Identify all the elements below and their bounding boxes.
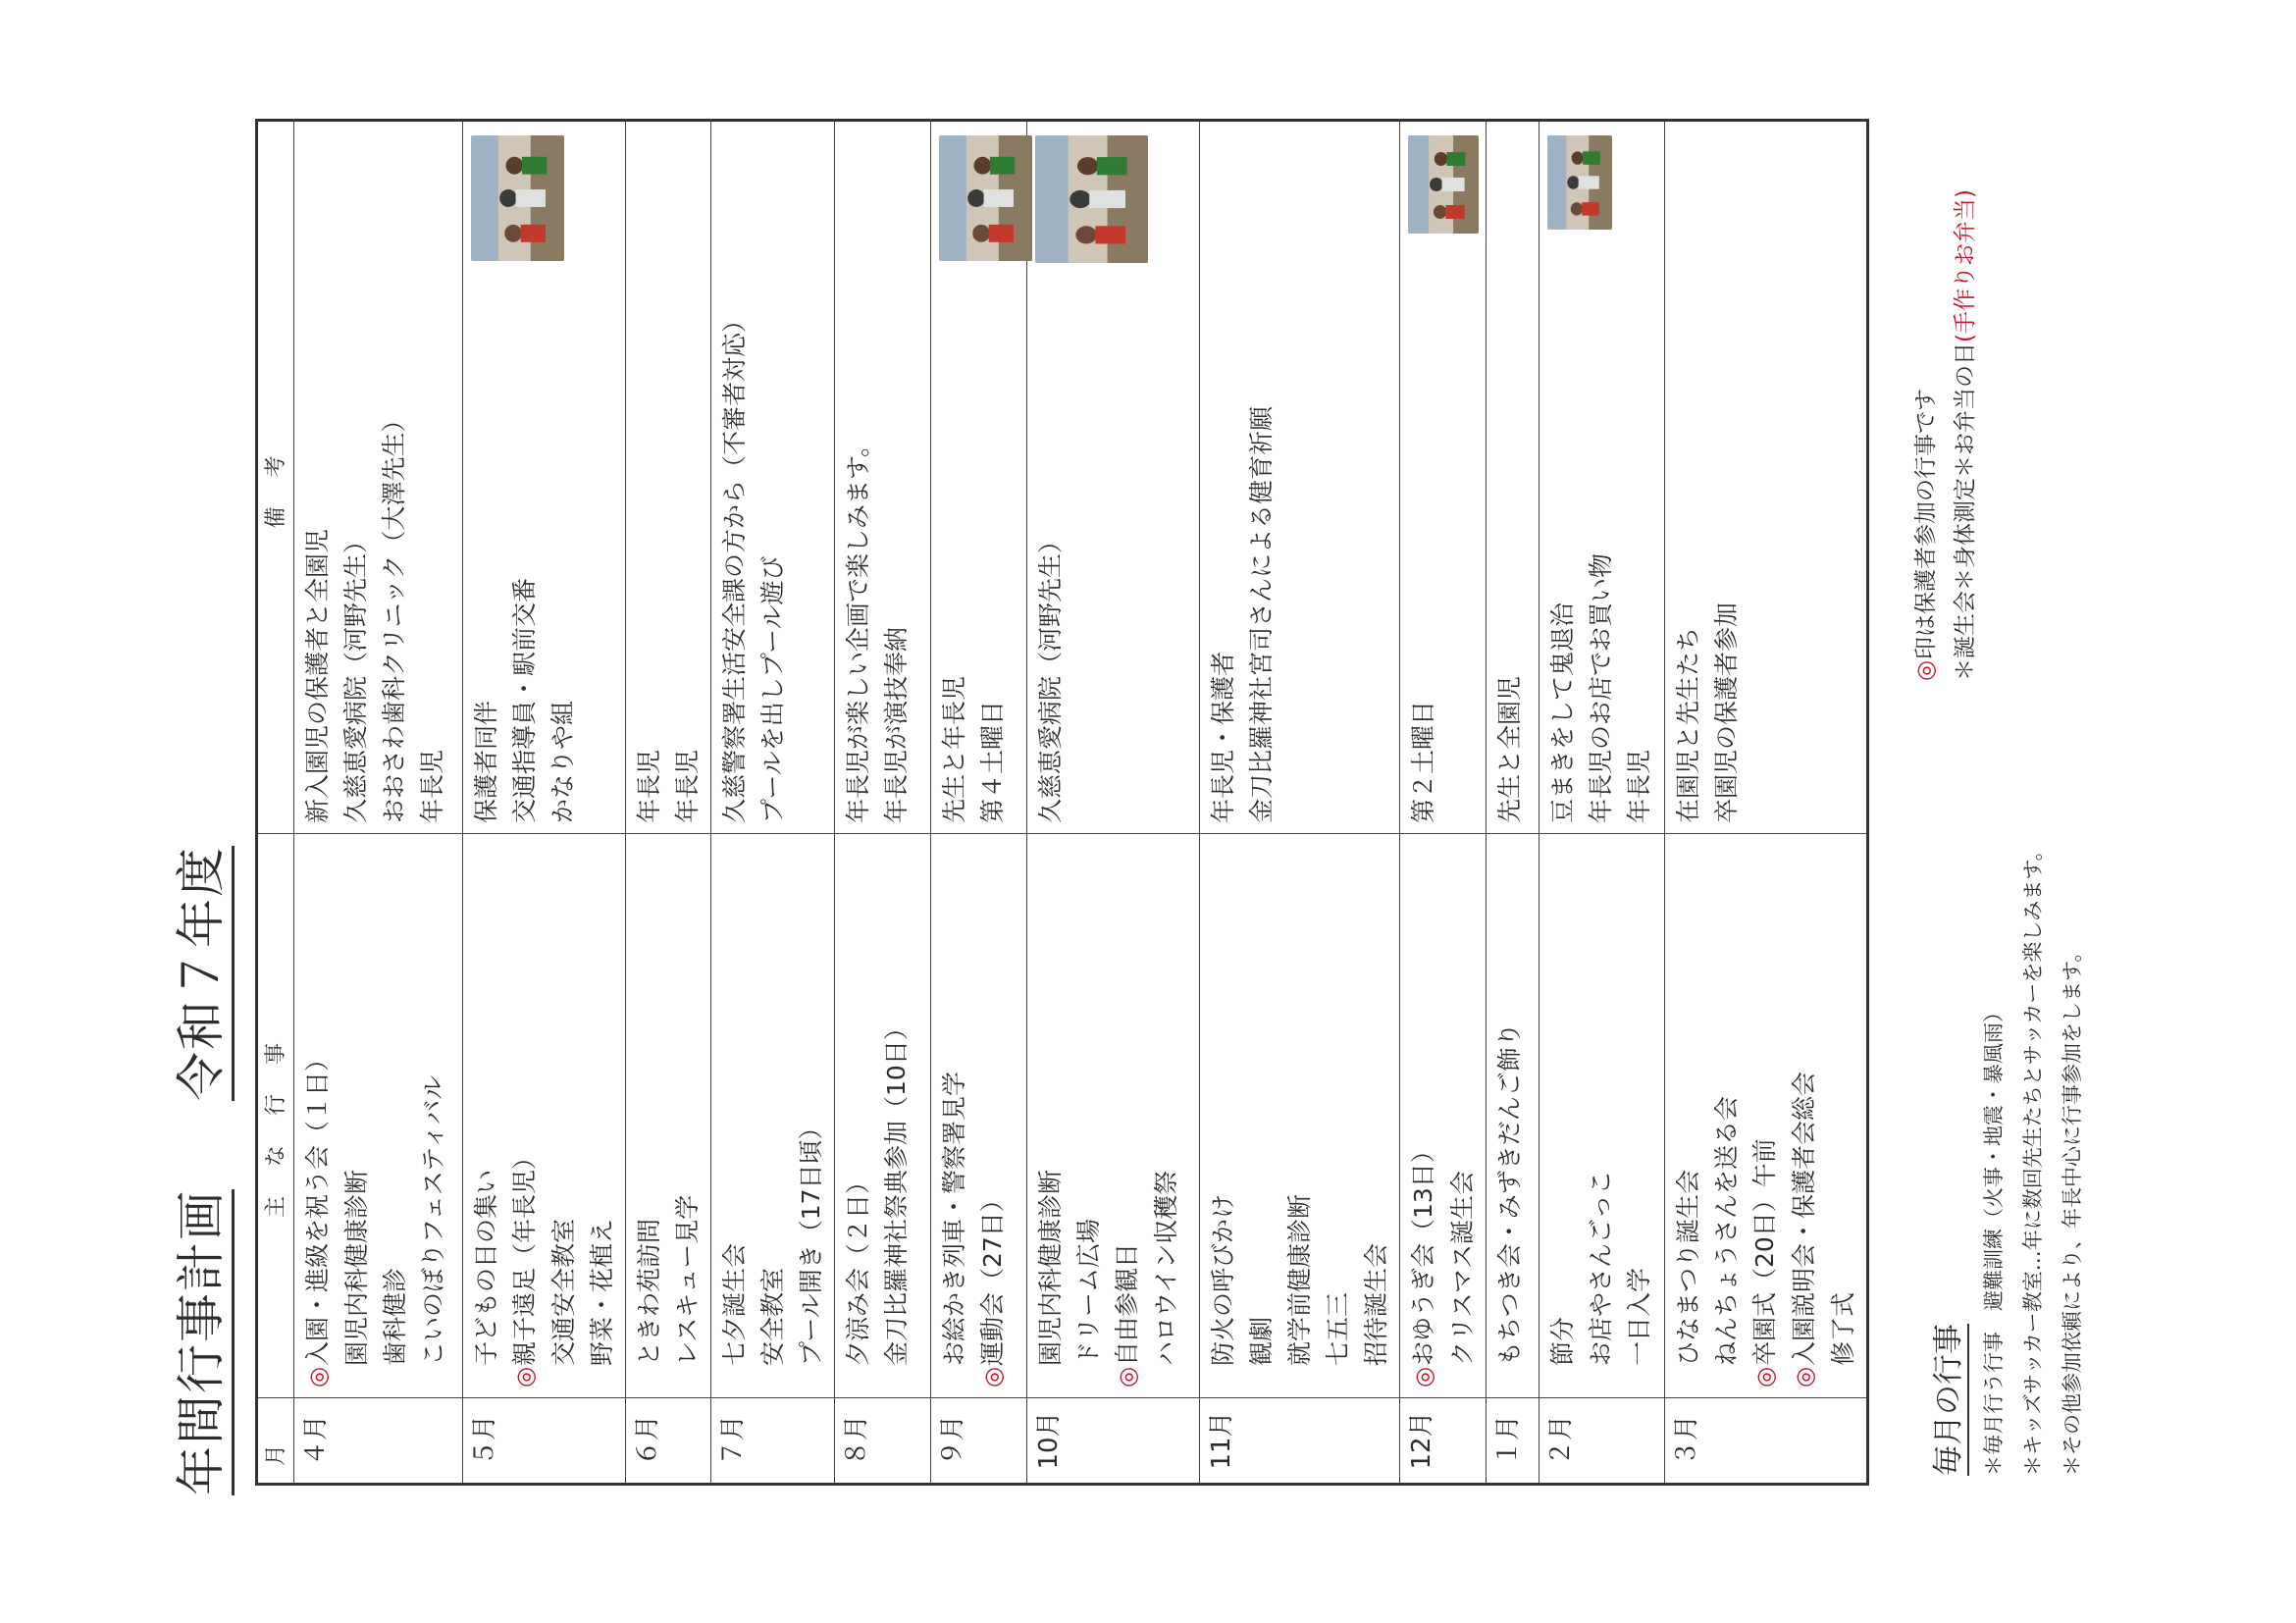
notes-cell (835, 121, 931, 834)
table-row (294, 121, 463, 1485)
table-row (1487, 121, 1539, 1485)
event-text: 金刀比羅神社祭典参加（10日） (882, 1016, 911, 1366)
event-text: 修了式 (1829, 1291, 1857, 1366)
month-cell: 11月 (1200, 1398, 1400, 1485)
event-item (1490, 840, 1529, 1387)
note-item: 第２土曜日 (1409, 700, 1437, 823)
event-text: 一日入学 (1625, 1267, 1653, 1366)
event-item (1707, 840, 1746, 1387)
event-text: 観劇 (1247, 1316, 1276, 1366)
parent-mark-icon: ◎ (1791, 1367, 1818, 1387)
events-cell (931, 834, 1027, 1398)
event-item (467, 840, 505, 1387)
event-item (1280, 840, 1319, 1387)
event-item (1242, 840, 1280, 1387)
table-row (711, 121, 835, 1485)
event-item (338, 840, 376, 1387)
event-item (1319, 840, 1357, 1387)
event-item (935, 840, 973, 1387)
events-cell (1487, 834, 1539, 1398)
note-item: 年長児 (673, 749, 702, 823)
event-item (1785, 840, 1824, 1387)
month-cell: ７月 (711, 1398, 835, 1485)
event-text: 卒園式（20日）午前 (1750, 1138, 1779, 1367)
document-title (162, 220, 231, 1495)
table-header-row (257, 121, 294, 1485)
event-text: 防火の呼びかけ (1209, 1193, 1237, 1366)
event-item (1108, 840, 1147, 1387)
note-item: 年長児 (635, 749, 663, 823)
event-text: おゆうぎ会（13日） (1409, 1138, 1437, 1367)
note-item: 新入園児の保護者と全園児 (303, 528, 332, 823)
events-cell (1027, 834, 1200, 1398)
event-item (1543, 840, 1582, 1387)
event-item (1824, 840, 1862, 1387)
event-text: 交通安全教室 (549, 1218, 578, 1366)
header-notes: 備考 (257, 121, 294, 834)
note-item: 年長児 (418, 749, 446, 823)
event-item (1204, 840, 1242, 1387)
event-text: 子どもの日の集い (472, 1169, 500, 1366)
event-text: 安全教室 (758, 1267, 787, 1366)
monthly-notes (1974, 840, 2092, 1476)
events-cell (626, 834, 711, 1398)
note-item: 年長児が演技奉納 (882, 626, 911, 823)
event-item (298, 840, 338, 1387)
event-item (505, 840, 545, 1387)
notes-cell (931, 121, 1027, 834)
parent-mark-icon: ◎ (1751, 1367, 1779, 1387)
event-text: クリスマス誕生会 (1448, 1170, 1477, 1366)
event-item (1443, 840, 1482, 1387)
event-item (376, 840, 414, 1387)
event-text: ハロウイン収穫祭 (1152, 1170, 1180, 1366)
photo-oct-open-day (1035, 135, 1148, 263)
parent-mark-icon: ◎ (979, 1367, 1007, 1387)
table-row (626, 121, 711, 1485)
events-cell (835, 834, 931, 1398)
month-cell: ８月 (835, 1398, 931, 1485)
monthly-items-text: ＊誕生会＊身体測定＊お弁当の日 (1953, 342, 1978, 681)
note-item: 卒園児の保護者参加 (1712, 602, 1741, 823)
event-item (668, 840, 706, 1387)
notes-cell (1487, 121, 1539, 834)
header-month: 月 (257, 1398, 294, 1485)
event-text: ひなまつり誕生会 (1674, 1169, 1702, 1366)
event-item (545, 840, 583, 1387)
notes-cell (294, 121, 463, 834)
note-item: おおさわ歯科クリニック（大澤先生） (380, 407, 408, 823)
photo-sep-sports-day (939, 135, 1032, 261)
event-item (583, 840, 621, 1387)
month-cell: ４月 (294, 1398, 463, 1485)
event-text: 就学前健康診断 (1285, 1193, 1314, 1366)
note-item: 年長児・保護者 (1209, 651, 1237, 823)
year-text: 令和７年度 (173, 846, 235, 1101)
event-item (1620, 840, 1658, 1387)
event-item (1669, 840, 1707, 1387)
table-row (1027, 121, 1200, 1485)
event-text: レスキュー見学 (673, 1194, 702, 1366)
event-text: ねんちょうさんを送る会 (1712, 1095, 1741, 1366)
event-item (877, 840, 915, 1387)
parent-mark-icon: ◎ (1911, 660, 1939, 681)
event-item (414, 840, 452, 1387)
table-row (1200, 121, 1400, 1485)
note-item: 先生と全園児 (1495, 675, 1524, 823)
event-text: もちつき会・みずきだんご飾り (1495, 1022, 1524, 1366)
monthly-items-red: (手作りお弁当) (1953, 189, 1978, 342)
monthly-note: ＊キッズサッカー教室…年に数回先生たちとサッカーを楽しみます。 (2021, 840, 2045, 1476)
month-cell: 10月 (1027, 1398, 1200, 1485)
parent-mark-icon: ◎ (1114, 1367, 1141, 1387)
note-item: プールを出しプール遊び (758, 555, 787, 823)
table-row (835, 121, 931, 1485)
month-cell: 12月 (1400, 1398, 1487, 1485)
notes-cell (1665, 121, 1868, 834)
photo-may-excursion (471, 135, 564, 261)
legend-text: 印は保護者参加の行事です (1913, 389, 1939, 660)
table-row (931, 121, 1027, 1485)
event-text: お店やさんごっこ (1587, 1170, 1615, 1366)
event-text: 七夕誕生会 (720, 1242, 749, 1366)
event-text: 園児内科健康診断 (342, 1169, 371, 1366)
table-row (1665, 121, 1868, 1485)
monthly-heading: 毎月の行事 (1923, 1324, 1969, 1476)
events-cell (463, 834, 626, 1398)
events-cell (294, 834, 463, 1398)
event-text: こいのぼりフェスティバル (419, 1074, 447, 1366)
month-cell: ６月 (626, 1398, 711, 1485)
event-text: 夕涼み会（２日） (844, 1169, 872, 1366)
event-text: 野菜・花植え (588, 1218, 616, 1366)
event-text: 歯科健診 (381, 1267, 409, 1366)
event-item (715, 840, 754, 1387)
event-item (1357, 840, 1395, 1387)
table-row (1400, 121, 1487, 1485)
parent-mark-icon: ◎ (304, 1367, 332, 1387)
note-item: 豆まきをして鬼退治 (1548, 602, 1577, 823)
notes-cell (463, 121, 626, 834)
event-text: お絵かき列車・警察署見学 (940, 1071, 968, 1366)
event-item (839, 840, 877, 1387)
note-item: 年長児が楽しい企画で楽しみます。 (844, 432, 872, 823)
event-item (1031, 840, 1070, 1387)
photo-dec-recital (1408, 135, 1479, 234)
event-text: ドリーム広場 (1074, 1218, 1103, 1366)
notes-cell (626, 121, 711, 834)
event-text: ときわ苑訪問 (635, 1218, 663, 1366)
month-cell: ２月 (1539, 1398, 1665, 1485)
monthly-note: ＊毎月行う行事 避難訓練（火事・地震・暴風雨） (1982, 1002, 2006, 1476)
note-item: 交通指導員・駅前交番 (510, 577, 539, 823)
notes-cell (1400, 121, 1487, 834)
events-cell (1539, 834, 1665, 1398)
notes-cell (1027, 121, 1200, 834)
note-item: 久慈恵愛病院（河野先生） (341, 528, 370, 823)
events-cell (711, 834, 835, 1398)
event-text: 入園・進級を祝う会（１日） (303, 1047, 332, 1367)
note-item: 第４土曜日 (978, 700, 1007, 823)
event-item (1147, 840, 1185, 1387)
events-cell (1400, 834, 1487, 1398)
event-item (630, 840, 668, 1387)
event-text: 七五三 (1324, 1291, 1352, 1366)
month-cell: ９月 (931, 1398, 1027, 1485)
event-text: 自由参観日 (1113, 1243, 1141, 1367)
note-item: 在園児と先生たち (1674, 626, 1702, 823)
event-text: 入園説明会・保護者会総会 (1790, 1072, 1818, 1367)
notes-cell (711, 121, 835, 834)
note-item: 保護者同伴 (472, 700, 500, 823)
event-item (754, 840, 792, 1387)
event-text: 親子遠足（年長児） (510, 1145, 539, 1367)
event-text: 園児内科健康診断 (1036, 1169, 1065, 1366)
notes-cell (1200, 121, 1400, 834)
events-cell (1200, 834, 1400, 1398)
note-item: かなりや組 (548, 700, 577, 823)
event-item (1070, 840, 1108, 1387)
note-item: 先生と年長児 (940, 675, 968, 823)
photo-feb-shop-play (1547, 135, 1612, 230)
legend (1905, 189, 1985, 681)
title-text: 年間行事計画 (173, 1189, 235, 1495)
note-item: 久慈警察署生活安全課の方から（不審者対応） (720, 307, 749, 823)
note-item: 年長児 (1625, 749, 1653, 823)
parent-mark-icon: ◎ (511, 1367, 539, 1387)
month-cell: １月 (1487, 1398, 1539, 1485)
schedule-table (255, 119, 1869, 1486)
header-events: 主な行事 (257, 834, 294, 1398)
event-item (1746, 840, 1785, 1387)
note-item: 金刀比羅神社宮司さんによる健育祈願 (1247, 405, 1276, 823)
event-item (1582, 840, 1620, 1387)
month-cell: ３月 (1665, 1398, 1868, 1485)
event-text: 節分 (1548, 1316, 1577, 1366)
event-text: 招待誕生会 (1362, 1242, 1390, 1366)
event-item (973, 840, 1013, 1387)
table-row (1539, 121, 1665, 1485)
table-row (463, 121, 626, 1485)
note-item: 年長児のお店でお買い物 (1587, 552, 1615, 823)
parent-mark-icon: ◎ (1410, 1367, 1437, 1387)
event-item (792, 840, 830, 1387)
monthly-note: ＊その他参加依頼により、年長中心に行事参加をします。 (2061, 941, 2084, 1476)
event-text: 運動会（27日） (978, 1187, 1007, 1367)
month-cell: ５月 (463, 1398, 626, 1485)
notes-cell (1539, 121, 1665, 834)
event-text: プール開き（17日頃） (797, 1115, 825, 1366)
events-cell (1665, 834, 1868, 1398)
note-item: 久慈恵愛病院（河野先生） (1036, 528, 1065, 823)
event-item (1404, 840, 1443, 1387)
